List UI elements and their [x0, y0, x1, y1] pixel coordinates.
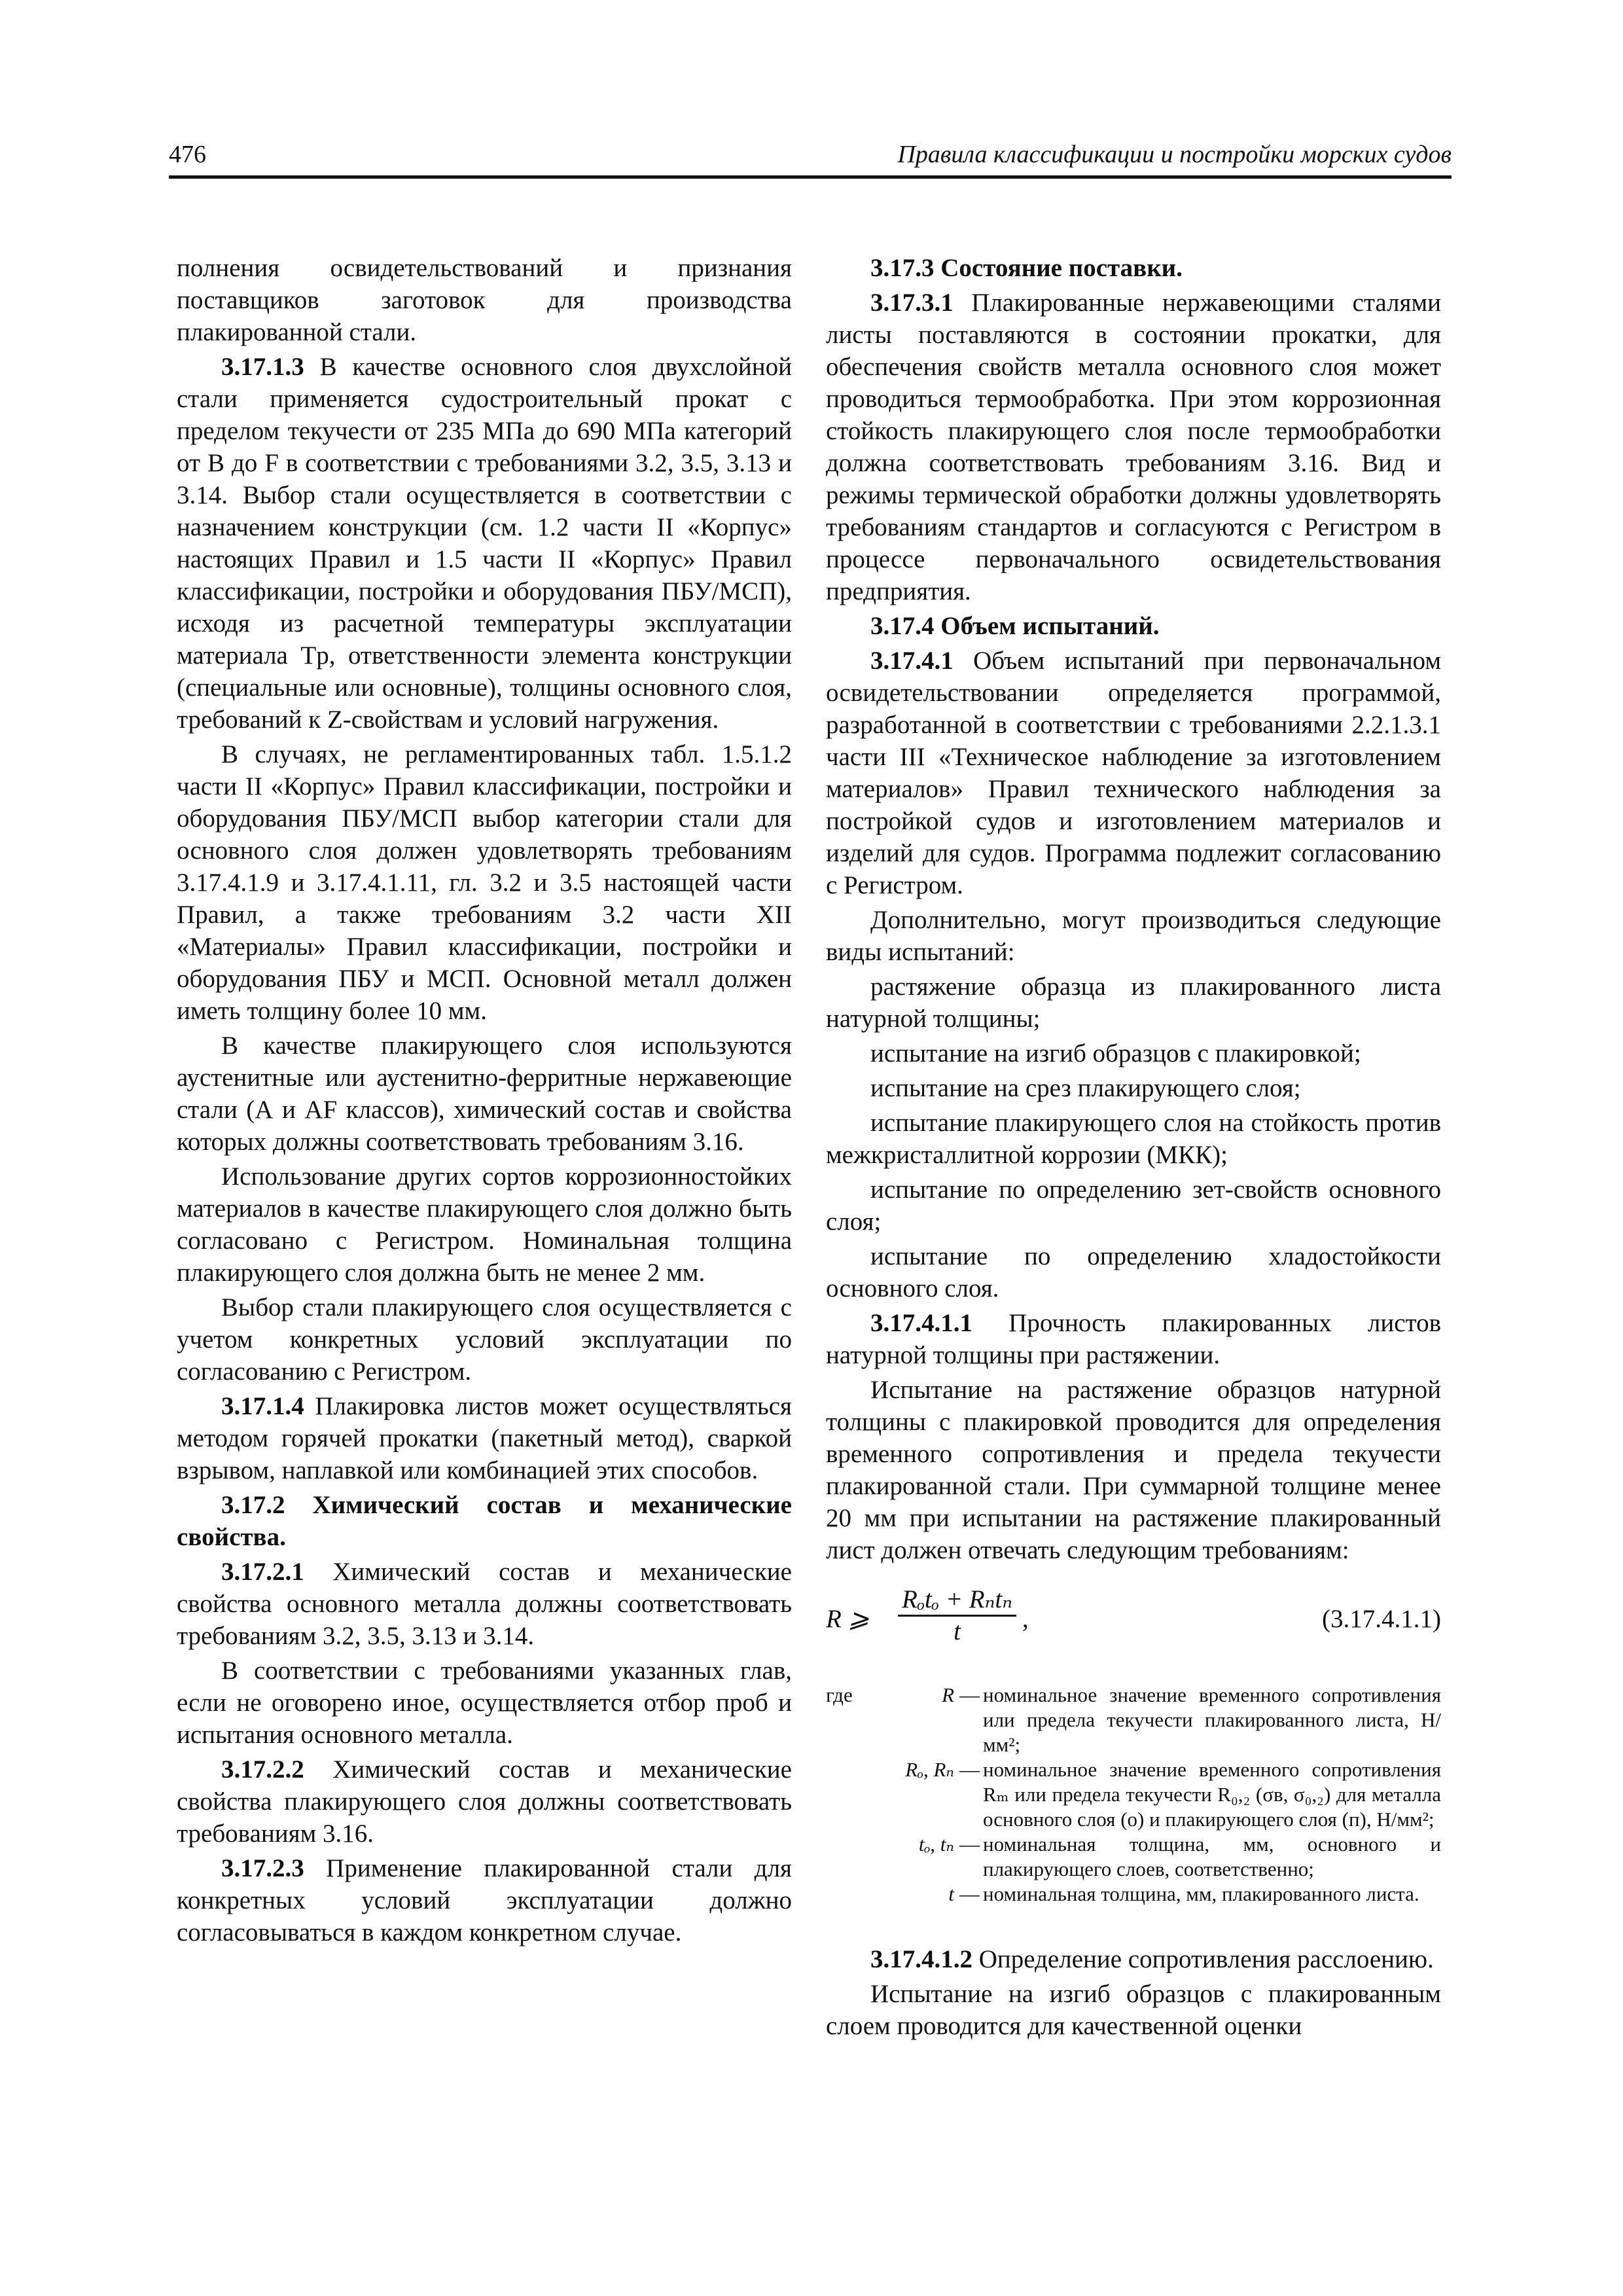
running-title: Правила классификации и постройки морских судов — [897, 141, 1452, 168]
left-column — [177, 252, 792, 1948]
paragraph-heading: 3.17.1.3 — [221, 353, 304, 381]
formula-fraction — [898, 1585, 1016, 1647]
right-column-top — [826, 252, 1441, 1566]
paragraph — [826, 1240, 1441, 1304]
paragraph — [177, 1390, 792, 1486]
paragraph-text: испытание на изгиб образцов с плакировкой; — [870, 1039, 1361, 1067]
formula-numerator: Rₒtₒ + Rₙtₙ — [898, 1585, 1016, 1617]
paragraph — [826, 1037, 1441, 1069]
paragraph-text: растяжение образца из плакированного листа натурной толщины; — [826, 973, 1441, 1033]
paragraph-text: Химический состав и механические свойства основного металла должны соответствовать требованиям 3.2, 3.5, 3.13 и 3.14. — [177, 1558, 792, 1650]
paragraph — [177, 738, 792, 1027]
definition-dash: — — [959, 1833, 980, 1856]
paragraph-text: Определение сопротивления расслоению. — [972, 1945, 1434, 1973]
definition-row — [826, 1757, 1441, 1832]
paragraph — [826, 1072, 1441, 1104]
paragraph — [826, 1374, 1441, 1566]
paragraph — [826, 1107, 1441, 1171]
paragraph-text: испытание на срез плакирующего слоя; — [870, 1074, 1301, 1102]
paragraph-text: Химический состав и механические свойства плакирующего слоя должны соответствовать требованиям 3.16. — [177, 1755, 792, 1848]
paragraph-text: полнения освидетельствований и признания поставщиков заготовок для производства плакированной стали. — [177, 254, 792, 346]
paragraph — [826, 610, 1441, 642]
paragraph-heading: 3.17.3.1 — [870, 289, 954, 317]
paragraph-text: испытание плакирующего слоя на стойкость против межкристаллитной коррозии (МКК); — [826, 1109, 1441, 1169]
definition-dash: — — [959, 1882, 980, 1905]
paragraph-text: В соответствии с требованиями указанных глав, если не оговорено иное, осуществляется отбор проб и испытания основного металла. — [177, 1657, 792, 1749]
paragraph — [177, 1291, 792, 1388]
paragraph-text: В качестве основного слоя двухслойной стали применяется судостроительный прокат с пределом текучести от 235 МПа до 690 МПа категорий от В до F в соответствии с требованиями 3.2, 3.5, 3.13 и 3.14. Выбор стали осуществляется в соответствии с назначением конструкции (см. 1.2 части II «Корпус» настоящих Правил и 1.5 части II «Корпус» Правил классификации, постройки и оборудования ПБУ/МСП), исходя из расчетной температуры эксплуатации материала Tp, ответственности элемента конструкции (специальные или основные), толщины основного слоя, требований к Z-свойствам и условий нагружения. — [177, 353, 792, 734]
formula-lhs: R ⩾ — [826, 1605, 870, 1633]
paragraph-heading: 3.17.2 Химический состав и механические свойства. — [177, 1491, 792, 1551]
paragraph-heading: 3.17.1.4 — [221, 1392, 304, 1420]
paragraph-heading: 3.17.4.1.2 — [870, 1945, 972, 1973]
definition-text: номинальное значение временного сопротивления Rₘ или предела текучести R₀,₂ (σв, σ₀,₂) для металла основного слоя (о) и плакирующего слоя (п), Н/мм²; — [983, 1758, 1441, 1831]
paragraph — [826, 1174, 1441, 1238]
definition-row — [826, 1882, 1441, 1907]
paragraph-text: В случаях, не регламентированных табл. 1.5.1.2 части II «Корпус» Правил классификации, постройки и оборудования ПБУ/МСП выбор категории стали для основного слоя должен удовлетворять требованиям 3.17.4.1.9 и 3.17.4.1.11, гл. 3.2 и 3.5 настоящей части Правил, а также требованиям 3.2 части XII «Материалы» Правил классификации, постройки и оборудования ПБУ и МСП. Основной металл должен иметь толщину более 10 мм. — [177, 740, 792, 1025]
paragraph-text: Испытание на изгиб образцов с плакированным слоем проводится для качественной оценки — [826, 1980, 1441, 2040]
paragraph-heading: 3.17.4 Объем испытаний. — [870, 612, 1160, 640]
definition-symbol: R — [942, 1683, 954, 1706]
paragraph-text: Дополнительно, могут производиться следующие виды испытаний: — [826, 906, 1441, 966]
paragraph — [826, 1943, 1441, 1975]
paragraph-text: Испытание на растяжение образцов натурной толщины с плакировкой проводится для определения временного сопротивления и предела текучести плакированной стали. При суммарной толщине менее 20 мм при испытании на растяжение плакированный лист должен отвечать следующим требованиям: — [826, 1376, 1441, 1564]
definition-text: номинальная толщина, мм, плакированного листа. — [983, 1882, 1419, 1905]
right-column — [826, 252, 1441, 2042]
definition-dash: — — [959, 1758, 980, 1781]
where-label — [826, 1757, 863, 1832]
paragraph — [177, 1160, 792, 1289]
paragraph — [826, 287, 1441, 607]
paragraph-text: Выбор стали плакирующего слоя осуществляется с учетом конкретных условий эксплуатации по согласованию с Регистром. — [177, 1293, 792, 1386]
formula-3-17-4-1-1 — [826, 1585, 1441, 1657]
where-label — [826, 1882, 863, 1907]
paragraph — [177, 252, 792, 348]
paragraph — [177, 1030, 792, 1158]
definition-text: номинальная толщина, мм, основного и плакирующего слоев, соответственно; — [983, 1833, 1441, 1880]
paragraph-text: Использование других сортов коррозионностойких материалов в качестве плакирующего слоя должно быть согласовано с Регистром. Номинальная толщина плакирующего слоя должна быть не менее 2 мм. — [177, 1162, 792, 1287]
paragraph-text: В качестве плакирующего слоя используются аустенитные или аустенитно-ферритные нержавеющие стали (А и AF классов), химический состав и свойства которых должны соответствовать требованиям 3.16. — [177, 1031, 792, 1156]
paragraph — [177, 1489, 792, 1553]
formula-number: (3.17.4.1.1) — [1322, 1605, 1441, 1633]
definition-symbol: tₒ, tₙ — [918, 1833, 954, 1856]
paragraph — [826, 1978, 1441, 2042]
paragraph-text: Объем испытаний при первоначальном освидетельствовании определяется программой, разработанной в соответствии с требованиями 2.2.1.3.1 части III «Техническое наблюдение за изготовлением материалов» Правил технического наблюдения за постройкой судов и изготовлением материалов и изделий для судов. Программа подлежит согласованию с Регистром. — [826, 647, 1441, 899]
paragraph-heading: 3.17.2.1 — [221, 1558, 304, 1586]
paragraph — [826, 971, 1441, 1035]
paragraph — [177, 1753, 792, 1850]
formula-definitions — [826, 1683, 1441, 1907]
paragraph-text: Прочность плакированных листов натурной толщины при растяжении. — [826, 1309, 1441, 1369]
paragraph — [826, 904, 1441, 968]
paragraph — [177, 1655, 792, 1751]
definition-symbol: Rₒ, Rₙ — [905, 1758, 954, 1781]
paragraph-text: Плакированные нержавеющими сталями листы поставляются в состоянии прокатки, для обеспечения свойств металла основного слоя может проводиться термообработка. При этом коррозионная стойкость плакирующего слоя после термообработки должна соответствовать требованиям 3.16. Вид и режимы термической обработки должны удовлетворять требованиям стандартов и согласуются с Регистром в процессе первоначального освидетельствования предприятия. — [826, 289, 1441, 605]
paragraph — [177, 1556, 792, 1652]
where-label — [826, 1832, 863, 1882]
paragraph-heading: 3.17.2.2 — [221, 1755, 304, 1784]
page-header — [169, 143, 1452, 173]
paragraph-text: Применение плакированной стали для конкретных условий эксплуатации должно согласовываться в каждом конкретном случае. — [177, 1854, 792, 1946]
header-rule — [169, 175, 1452, 179]
formula-comma: , — [1022, 1605, 1029, 1633]
paragraph-text: Плакировка листов может осуществляться методом горячей прокатки (пакетный метод), сваркой взрывом, наплавкой или комбинацией этих способов. — [177, 1392, 792, 1484]
definition-symbol: t — [948, 1882, 954, 1905]
definition-dash: — — [959, 1683, 980, 1706]
page-number: 476 — [169, 141, 206, 168]
right-column-bottom — [826, 1943, 1441, 2042]
paragraph — [826, 1307, 1441, 1371]
paragraph-heading: 3.17.4.1.1 — [870, 1309, 972, 1337]
formula-denominator: t — [954, 1617, 961, 1645]
paragraph — [177, 351, 792, 736]
paragraph-text: испытание по определению зет-свойств основного слоя; — [826, 1175, 1441, 1236]
definition-text: номинальное значение временного сопротивления или предела текучести плакированного листа, Н/мм²; — [983, 1683, 1441, 1756]
paragraph-heading: 3.17.2.3 — [221, 1854, 304, 1882]
paragraph — [177, 1852, 792, 1948]
definition-row — [826, 1832, 1441, 1882]
paragraph — [826, 252, 1441, 284]
paragraph-heading: 3.17.4.1 — [870, 647, 954, 675]
paragraph-heading: 3.17.3 Состояние поставки. — [870, 254, 1183, 282]
paragraph — [826, 645, 1441, 901]
paragraph-text: испытание по определению хладостойкости основного слоя. — [826, 1242, 1441, 1302]
where-label: где — [826, 1683, 853, 1706]
definition-row — [826, 1683, 1441, 1757]
